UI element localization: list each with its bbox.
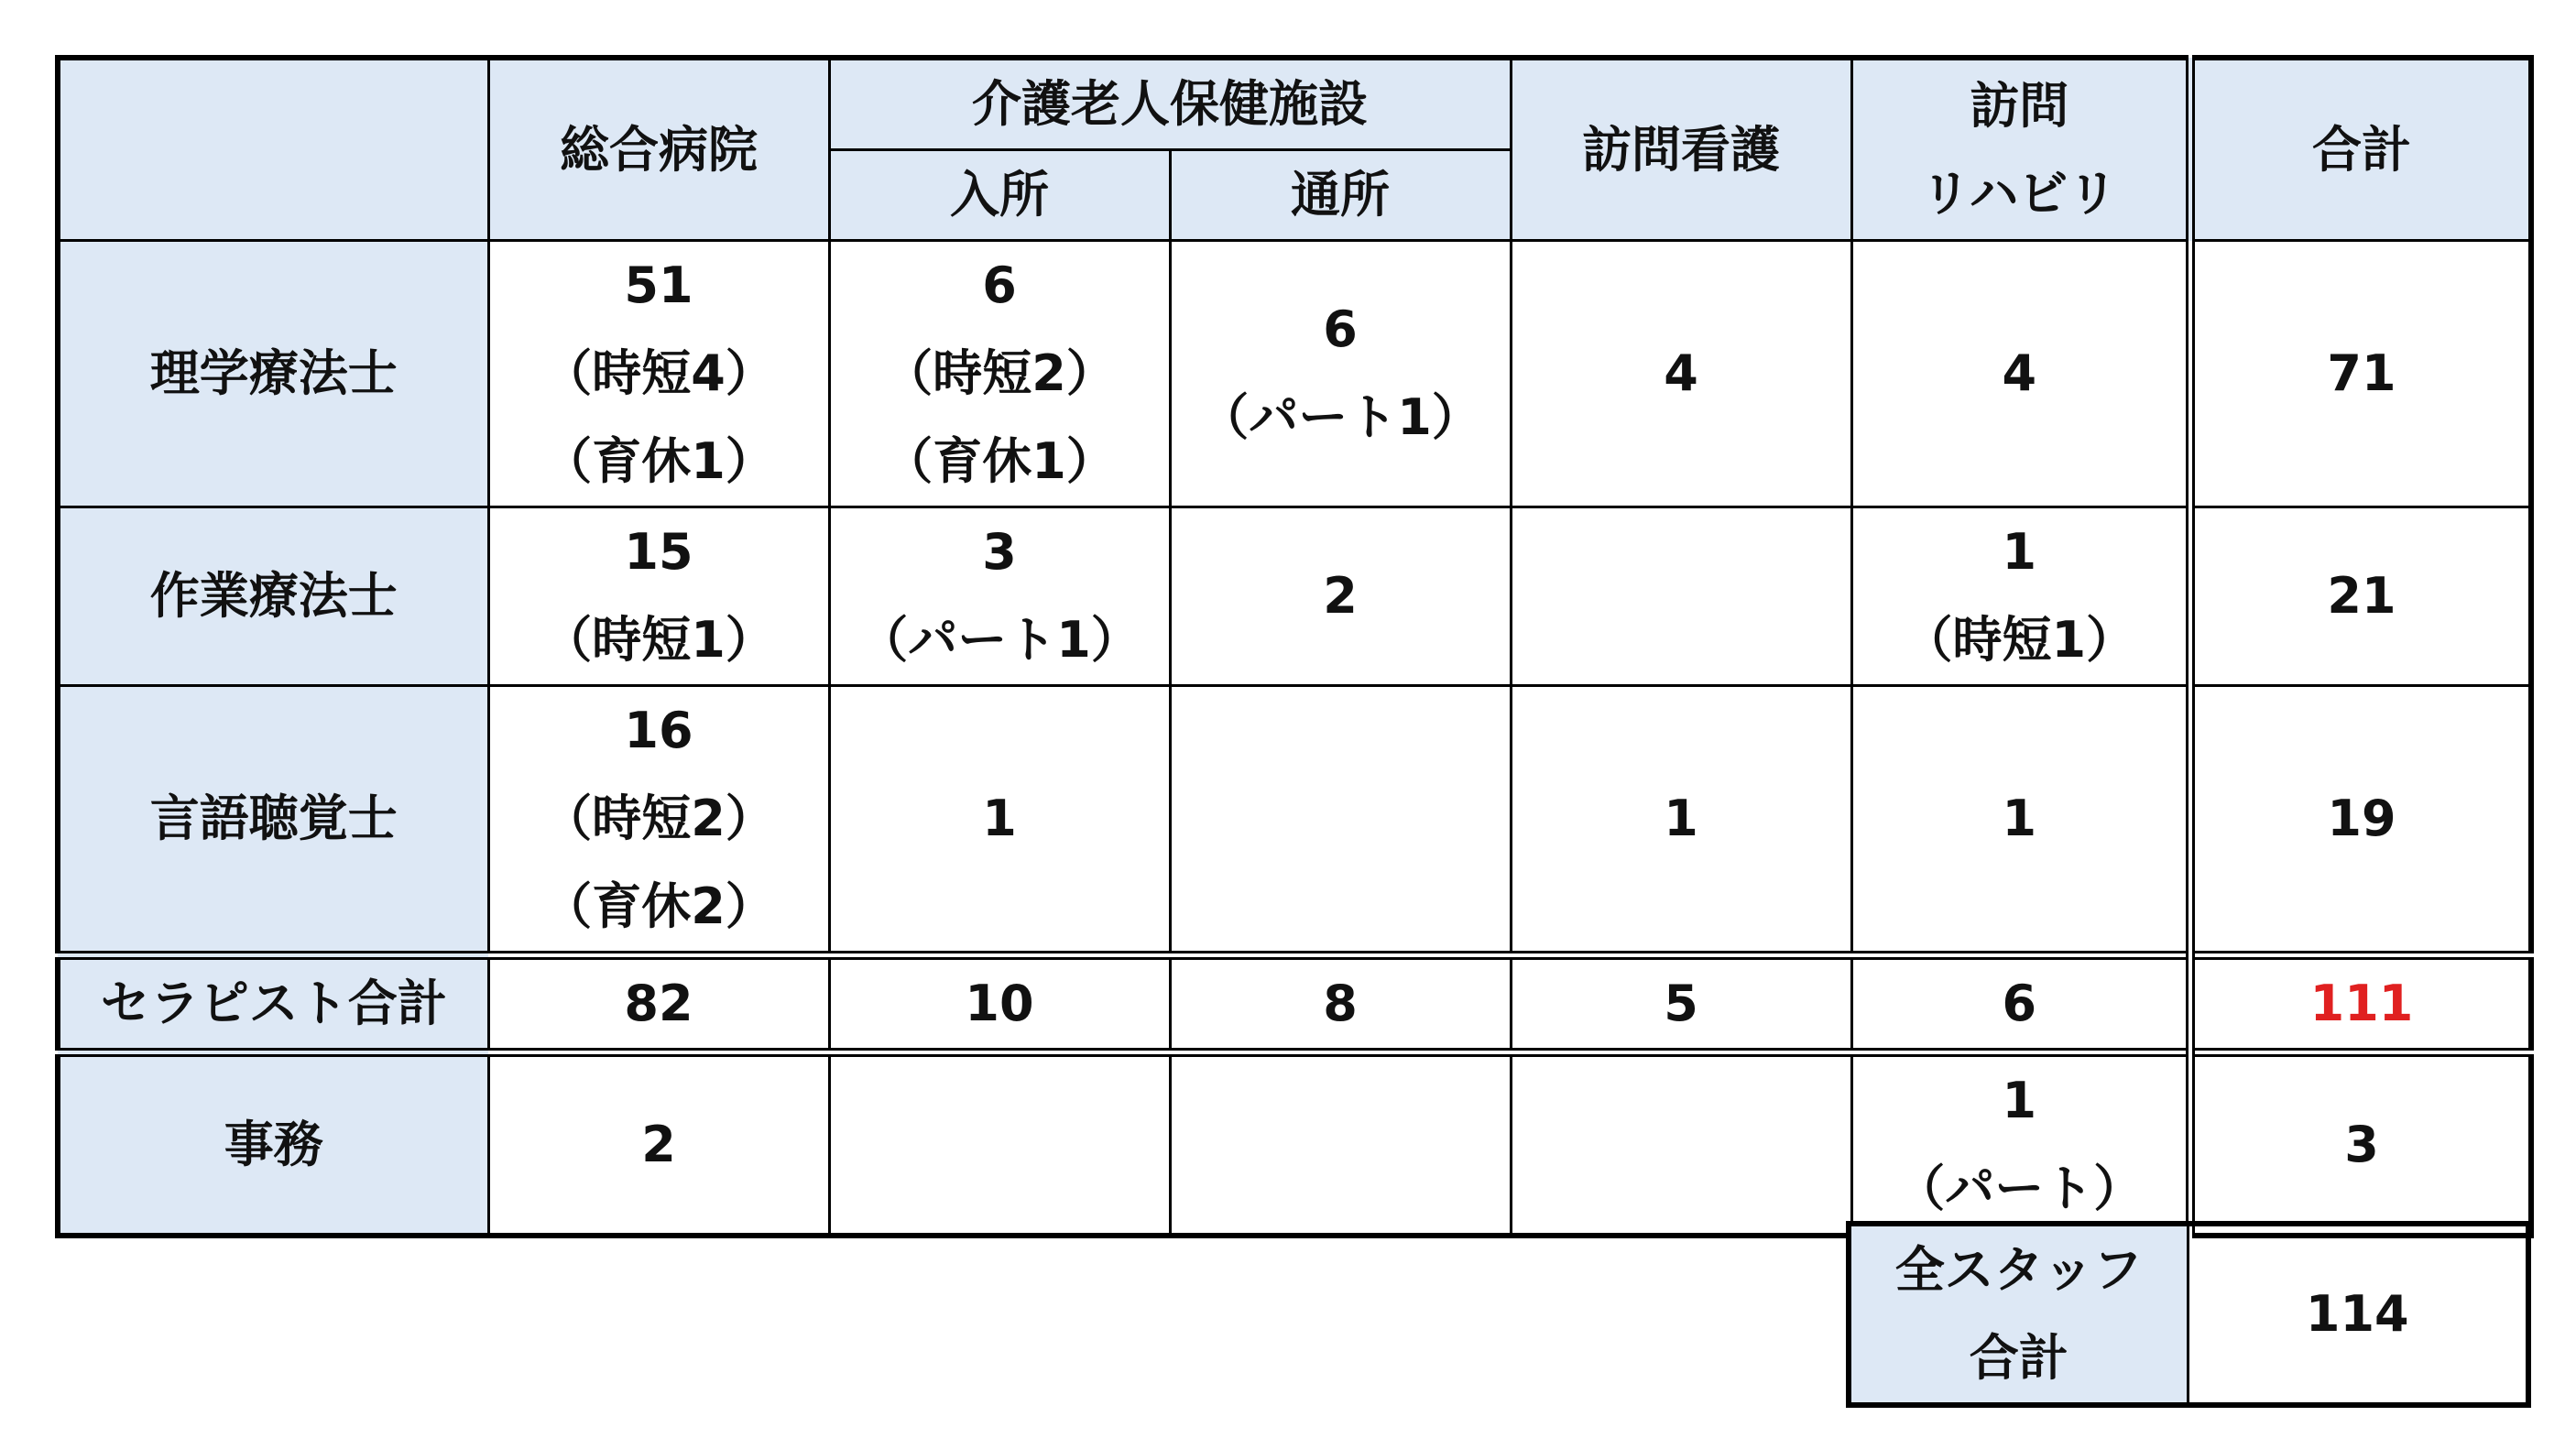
cell-line: （育休1） <box>542 432 775 490</box>
header-nyusho: 入所 <box>829 150 1170 241</box>
header-total: 合計 <box>2190 58 2531 241</box>
cell-pt-tsusho <box>1170 241 1511 507</box>
header-hospital: 総合病院 <box>488 58 829 241</box>
cell-line: （パート1） <box>1199 388 1481 446</box>
row-label-office: 事務 <box>58 1052 488 1236</box>
header-row-1 <box>58 58 2531 150</box>
row-ot <box>58 507 2531 686</box>
row-label-st: 言語聴覚士 <box>58 686 488 956</box>
cell-office-total: 3 <box>2190 1052 2531 1236</box>
cell-pt-nyusho <box>829 241 1170 507</box>
staff-count-table <box>55 55 2534 1238</box>
cell-total-homon-reha: 6 <box>1851 955 2190 1052</box>
header-roken: 介護老人保健施設 <box>829 58 1511 150</box>
grand-total-table <box>1846 1221 2531 1408</box>
cell-line: 16 <box>624 702 693 759</box>
cell-st-tsusho <box>1170 686 1511 956</box>
row-label-pt: 理学療法士 <box>58 241 488 507</box>
cell-office-homon-reha <box>1851 1052 2190 1236</box>
cell-line: （パート1） <box>858 611 1141 669</box>
cell-line: 6 <box>1323 300 1358 358</box>
header-homon-kango: 訪問看護 <box>1511 58 1851 241</box>
row-pt <box>58 241 2531 507</box>
cell-line: （時短4） <box>542 344 775 402</box>
cell-line: （時短2） <box>883 344 1116 402</box>
cell-line: 51 <box>624 256 693 314</box>
row-st <box>58 686 2531 956</box>
corner-cell <box>58 58 488 241</box>
grand-total-label-line-2: 合計 <box>1969 1329 2068 1387</box>
cell-line: 1 <box>2002 523 2037 581</box>
header-homon-reha-line-1: 訪問 <box>1970 76 2069 135</box>
cell-office-homon-kango <box>1511 1052 1851 1236</box>
cell-office-nyusho <box>829 1052 1170 1236</box>
cell-st-nyusho: 1 <box>829 686 1170 956</box>
cell-pt-total: 71 <box>2190 241 2531 507</box>
cell-pt-homon-reha: 4 <box>1851 241 2190 507</box>
cell-ot-homon-reha <box>1851 507 2190 686</box>
row-therapist-total <box>58 955 2531 1052</box>
cell-therapist-grand-total: 111 <box>2190 955 2531 1052</box>
cell-ot-nyusho <box>829 507 1170 686</box>
cell-st-homon-kango: 1 <box>1511 686 1851 956</box>
cell-line: （育休1） <box>883 432 1116 490</box>
cell-line: （パート） <box>1895 1160 2144 1217</box>
cell-ot-tsusho: 2 <box>1170 507 1511 686</box>
header-homon-reha <box>1851 58 2190 241</box>
cell-line: （時短1） <box>542 611 775 669</box>
cell-pt-hospital <box>488 241 829 507</box>
cell-pt-homon-kango: 4 <box>1511 241 1851 507</box>
grand-total-label-line-1: 全スタッフ <box>1894 1241 2143 1299</box>
cell-st-total: 19 <box>2190 686 2531 956</box>
cell-line: 3 <box>982 523 1017 581</box>
cell-ot-hospital <box>488 507 829 686</box>
cell-total-tsusho: 8 <box>1170 955 1511 1052</box>
cell-line: 15 <box>624 523 693 581</box>
header-tsusho: 通所 <box>1170 150 1511 241</box>
grand-total-value: 114 <box>2188 1224 2528 1405</box>
cell-ot-homon-kango <box>1511 507 1851 686</box>
grand-total-row <box>1849 1224 2528 1405</box>
grand-total-label <box>1849 1224 2188 1405</box>
row-office <box>58 1052 2531 1236</box>
cell-st-hospital <box>488 686 829 956</box>
cell-total-hospital: 82 <box>488 955 829 1052</box>
cell-line: （時短1） <box>1903 611 2136 669</box>
cell-st-homon-reha: 1 <box>1851 686 2190 956</box>
cell-ot-total: 21 <box>2190 507 2531 686</box>
cell-office-hospital: 2 <box>488 1052 829 1236</box>
cell-total-nyusho: 10 <box>829 955 1170 1052</box>
row-label-ot: 作業療法士 <box>58 507 488 686</box>
cell-total-homon-kango: 5 <box>1511 955 1851 1052</box>
header-homon-reha-line-2: リハビリ <box>1921 164 2118 223</box>
cell-line: （育休2） <box>542 877 775 935</box>
cell-line: （時短2） <box>542 790 775 847</box>
row-label-therapist-total: セラピスト合計 <box>58 955 488 1052</box>
cell-office-tsusho <box>1170 1052 1511 1236</box>
cell-line: 6 <box>982 256 1017 314</box>
cell-line: 1 <box>2002 1072 2037 1129</box>
